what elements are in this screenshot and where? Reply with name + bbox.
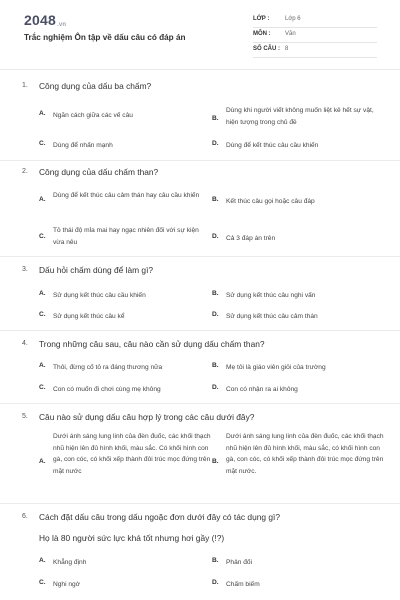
- option-letter: C.: [39, 579, 46, 586]
- option-text: Dưới ánh sáng lung linh của đèn đuốc, các khối thạch nhũ hiện lên đủ hình khối, màu sắc. Có khối hình con gà, con cóc, có khối xếp thành đôi trúc mọc đứng trên mặt nước: [53, 433, 211, 475]
- option-text: Dùng để nhấn mạnh: [53, 142, 113, 149]
- option-text: Tỏ thái độ mỉa mai hay ngạc nhiên đối với sự kiện vừa nêu: [53, 227, 199, 246]
- question-number: 2.: [22, 168, 28, 175]
- option-letter: C.: [39, 233, 46, 240]
- option-text: Dùng để kết thúc câu cầu khiến: [226, 142, 319, 149]
- option-letter: D.: [212, 140, 219, 147]
- page-header: [0, 0, 400, 64]
- option-text: Kết thúc câu gọi hoặc câu đáp: [226, 198, 315, 205]
- option-letter: B.: [212, 362, 219, 369]
- option-letter: D.: [212, 384, 219, 391]
- option-letter: A.: [39, 110, 46, 117]
- logo-suffix: .vn: [56, 22, 67, 28]
- option-letter: A.: [39, 458, 46, 465]
- option-letter: D.: [212, 233, 219, 240]
- header-divider: [0, 69, 400, 70]
- option-text: Phản đối: [226, 559, 253, 566]
- option-letter: C.: [39, 311, 46, 318]
- question-divider: [0, 330, 400, 331]
- option-letter: B.: [212, 290, 219, 297]
- question-number: 6.: [22, 513, 28, 520]
- option-text: Con có muốn đi chơi cùng mẹ không: [53, 386, 161, 393]
- option-text: Sử dụng kết thúc câu cầu khiến: [53, 292, 146, 299]
- question-text: Công dụng của dấu chấm than?: [39, 167, 159, 177]
- meta-subject: [253, 29, 377, 43]
- option-letter: D.: [212, 579, 219, 586]
- site-logo[interactable]: [24, 12, 66, 28]
- option-text: Thôi, đừng cố tỏ ra đáng thương nữa: [53, 364, 163, 371]
- option-text: Sử dụng kết thúc câu nghi vấn: [226, 292, 316, 299]
- option-text: Sử dụng kết thúc câu cảm thán: [226, 313, 318, 320]
- question-divider: [0, 160, 400, 161]
- option-text: Sử dụng kết thúc câu kể: [53, 313, 125, 320]
- question-number: 1.: [22, 82, 28, 89]
- option-text: Chấm biếm: [226, 581, 260, 588]
- option-text: Khẳng định: [53, 559, 87, 566]
- meta-key: MÔN :: [253, 31, 271, 37]
- option-letter: A.: [39, 557, 46, 564]
- meta-grade: [253, 14, 377, 28]
- option-letter: C.: [39, 140, 46, 147]
- question-text: Cách đặt dấu câu trong dấu ngoặc đơn dưới đây có tác dụng gì?: [39, 512, 281, 522]
- option-letter: D.: [212, 311, 219, 318]
- option-text: Ngăn cách giữa các vế câu: [53, 112, 133, 119]
- question-text: Công dụng của dấu ba chấm?: [39, 81, 152, 91]
- option-text: Con có nhận ra ai không: [226, 386, 298, 393]
- meta-key: SỐ CÂU :: [253, 46, 280, 52]
- option-letter: B.: [212, 196, 219, 203]
- meta-value: Văn: [285, 31, 296, 37]
- meta-value: Lớp 6: [285, 16, 301, 22]
- option-letter: A.: [39, 362, 46, 369]
- meta-value: 8: [285, 46, 289, 52]
- option-text: Nghi ngờ: [53, 581, 81, 588]
- meta-count: [253, 44, 377, 58]
- option-letter: B.: [212, 115, 219, 122]
- option-letter: B.: [212, 458, 219, 465]
- option-text: Mẹ tôi là giáo viên giỏi của trường: [226, 364, 326, 371]
- question-number: 3.: [22, 266, 28, 273]
- question-text: Trong những câu sau, câu nào cần sử dụng dấu chấm than?: [39, 339, 265, 349]
- option-text: Dùng để kết thúc câu cảm thán hay câu cầu khiến: [53, 192, 200, 199]
- option-letter: A.: [39, 290, 46, 297]
- option-text: Cả 3 đáp án trên: [226, 235, 276, 242]
- meta-key: LỚP :: [253, 16, 270, 22]
- option-letter: B.: [212, 557, 219, 564]
- question-number: 5.: [22, 413, 28, 420]
- logo-text: 2048: [24, 12, 56, 28]
- question-divider: [0, 256, 400, 257]
- page-title: Trắc nghiệm Ôn tập về dấu câu có đáp án: [24, 33, 186, 42]
- option-letter: A.: [39, 196, 46, 203]
- question-divider: [0, 403, 400, 404]
- question-text: Câu nào sử dụng dấu câu hợp lý trong các câu dưới đây?: [39, 412, 255, 422]
- option-text: Dùng khi người viết không muốn liệt kê hết sự vật, hiện tượng trong chủ đề: [226, 107, 374, 126]
- option-text: Dưới ánh sáng lung linh của đèn đuốc, các khối thạch nhũ hiện lên đủ hình khối, màu sắc, có khối hình con gà, con cóc, có khối xếp thành đôi trúc mọc đứng trên mặt nước.: [226, 433, 384, 475]
- question-text: Dấu hỏi chấm dùng để làm gì?: [39, 265, 154, 275]
- option-letter: C.: [39, 384, 46, 391]
- question-number: 4.: [22, 340, 28, 347]
- question-subtext: Họ là 80 người sức lực khá tốt nhưng hơi gầy (!?): [39, 533, 225, 543]
- question-divider: [0, 503, 400, 504]
